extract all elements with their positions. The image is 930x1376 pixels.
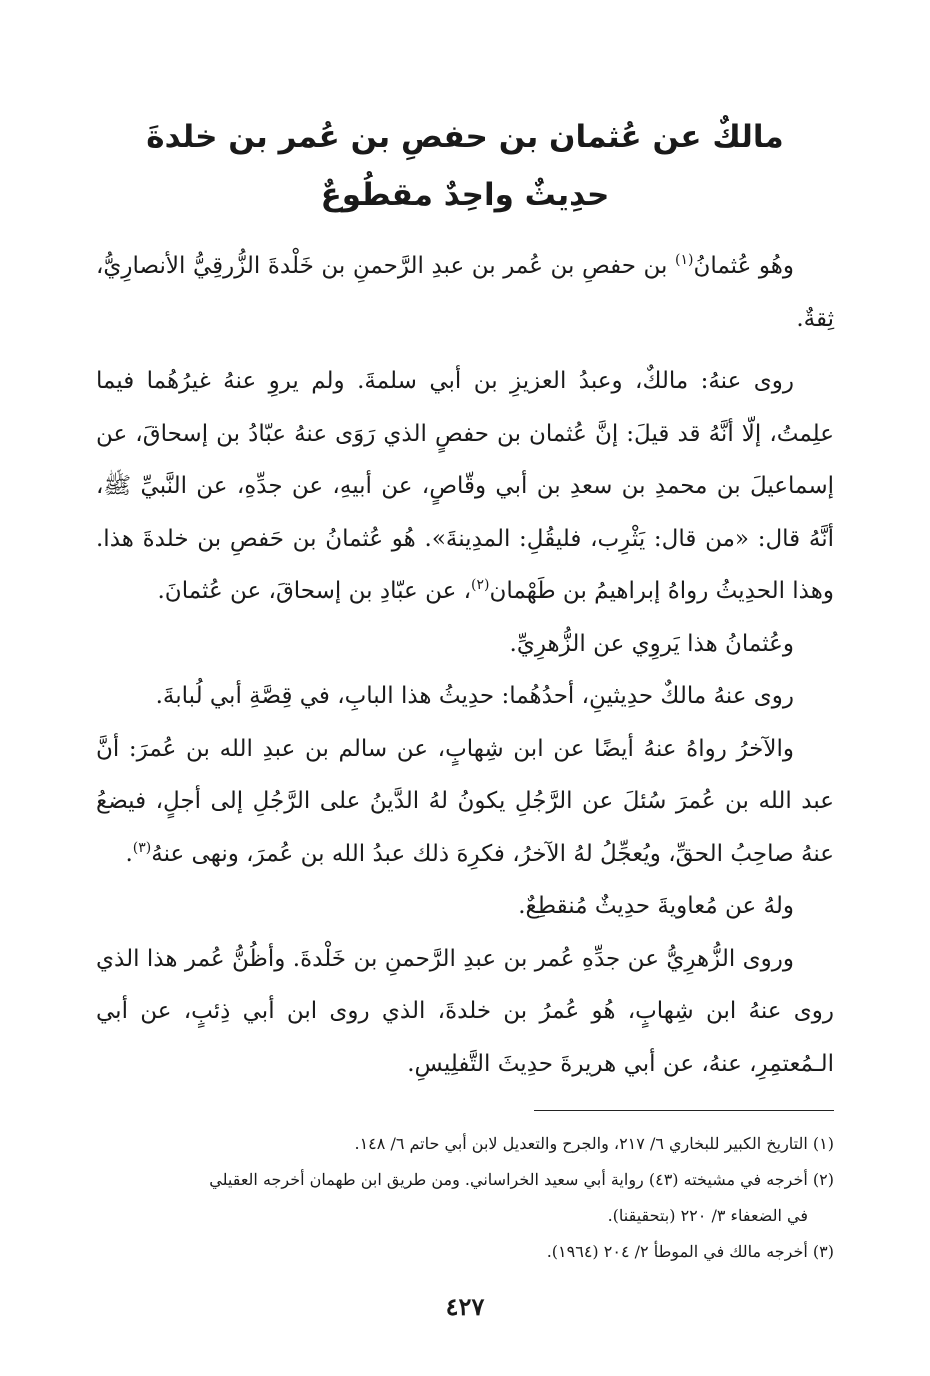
paragraph: والآخرُ رواهُ عنهُ أيضًا عن ابن شِهابٍ، عن سالم بن عبدِ الله بن عُمرَ: أنَّ عبد الله بن عُمرَ سُئلَ عن الرَّجُلِ يكونُ لهُ الدَّينُ على الرَّجُلِ إلى أجلٍ، فيضعُ عنهُ صاحِبُ الحقِّ، ويُعجِّلُ لهُ الآخرُ، فكرِهَ ذلك عبدُ الله بن عُمرَ، ونهى عنهُ$^{(٣)}$. xyxy=(96,735,835,867)
footnote-separator xyxy=(534,1110,834,1111)
paragraph: ولهُ عن مُعاويةَ حدِيثٌ مُنقطِعٌ. xyxy=(518,893,794,919)
footnote-ref[interactable]: (١) xyxy=(675,252,694,268)
paragraph: وهُو عُثمانُ$^{(١)}$ بن حفصِ بن عُمر بن عبدِ الرَّحمنِ بن خَلْدةَ الزُّرقِيُّ الأنصارِيُّ، ثِقةٌ. xyxy=(96,252,834,332)
paragraph: وعُثمانُ هذا يَروِي عن الزُّهرِيِّ. xyxy=(509,630,794,657)
footnotes xyxy=(96,1126,834,1270)
footnote-ref[interactable]: (٣) xyxy=(132,839,152,856)
body-text xyxy=(96,240,834,1090)
footnote-ref[interactable]: (٢) xyxy=(471,577,490,593)
page-number: ٤٢٧ xyxy=(445,1292,485,1321)
footnote: (١) التاريخ الكبير للبخاري ٦/ ٢١٧، والجرح والتعديل لابن أبي حاتم ٦/ ١٤٨. xyxy=(354,1134,834,1153)
heading-line-1: مالكٌ عن عُثمان بن حفصِ بن عُمر بن خلدةَ xyxy=(146,119,784,155)
footnote: (٣) أخرجه مالك في الموطأ ٢/ ٢٠٤ (١٩٦٤). xyxy=(546,1242,834,1261)
paragraph: روى عنهُ: مالكٌ، وعبدُ العزيزِ بن أبي سلمةَ. ولم يروِ عنهُ غيرُهُما فيما علِمتُ، إلّا أنَّهُ قد قيلَ: إنَّ عُثمان بن حفصٍ الذي رَوَى عنهُ عبّادُ بن إسحاقَ، عن إسماعيلَ بن محمدِ بن سعدِ بن أبي وقّاصٍ، عن أبيهِ، عن جدِّهِ، عن النَّبيِّ ﷺ، أنَّهُ قال: «من قال: يَثْرِب، فليقُلِ: المدِينةَ». هُو عُثمانُ بن حَفصِ بن خلدةَ هذا. وهذا الحدِيثُ رواهُ إبراهيمُ بن طَهْمان$^{(٢)}$، عن عبّادِ بن إسحاقَ، عن عُثمانَ. xyxy=(96,368,834,604)
book-page xyxy=(96,0,834,1376)
heading-line-2: حدِيثٌ واحِدٌ مقطُوعٌ xyxy=(320,177,610,213)
footnote: (٢) أخرجه في مشيخته (٤٣) رواية أبي سعيد الخراساني. ومن طريق ابن طهمان أخرجه العقيلي في الضعفاء ٣/ ٢٢٠ (بتحقيقنا). xyxy=(209,1170,834,1225)
paragraph: وروى الزُّهرِيُّ عن جدِّهِ عُمر بن عبدِ الرَّحمنِ بن خَلْدةَ. وأظُنُّ عُمر هذا الذي روى عنهُ ابن شِهابٍ، هُو عُمرُ بن خلدةَ، الذي روى ابن أبي ذِئبٍ، عن أبي الـمُعتمِرِ، عنهُ، عن أبي هريرةَ حدِيثَ التَّفلِيسِ. xyxy=(96,945,834,1077)
paragraph: روى عنهُ مالكٌ حدِيثينِ، أحدُهُما: حدِيثُ هذا البابِ، في قِصَّةِ أبي لُبابةَ. xyxy=(155,683,794,709)
chapter-heading xyxy=(96,108,834,224)
